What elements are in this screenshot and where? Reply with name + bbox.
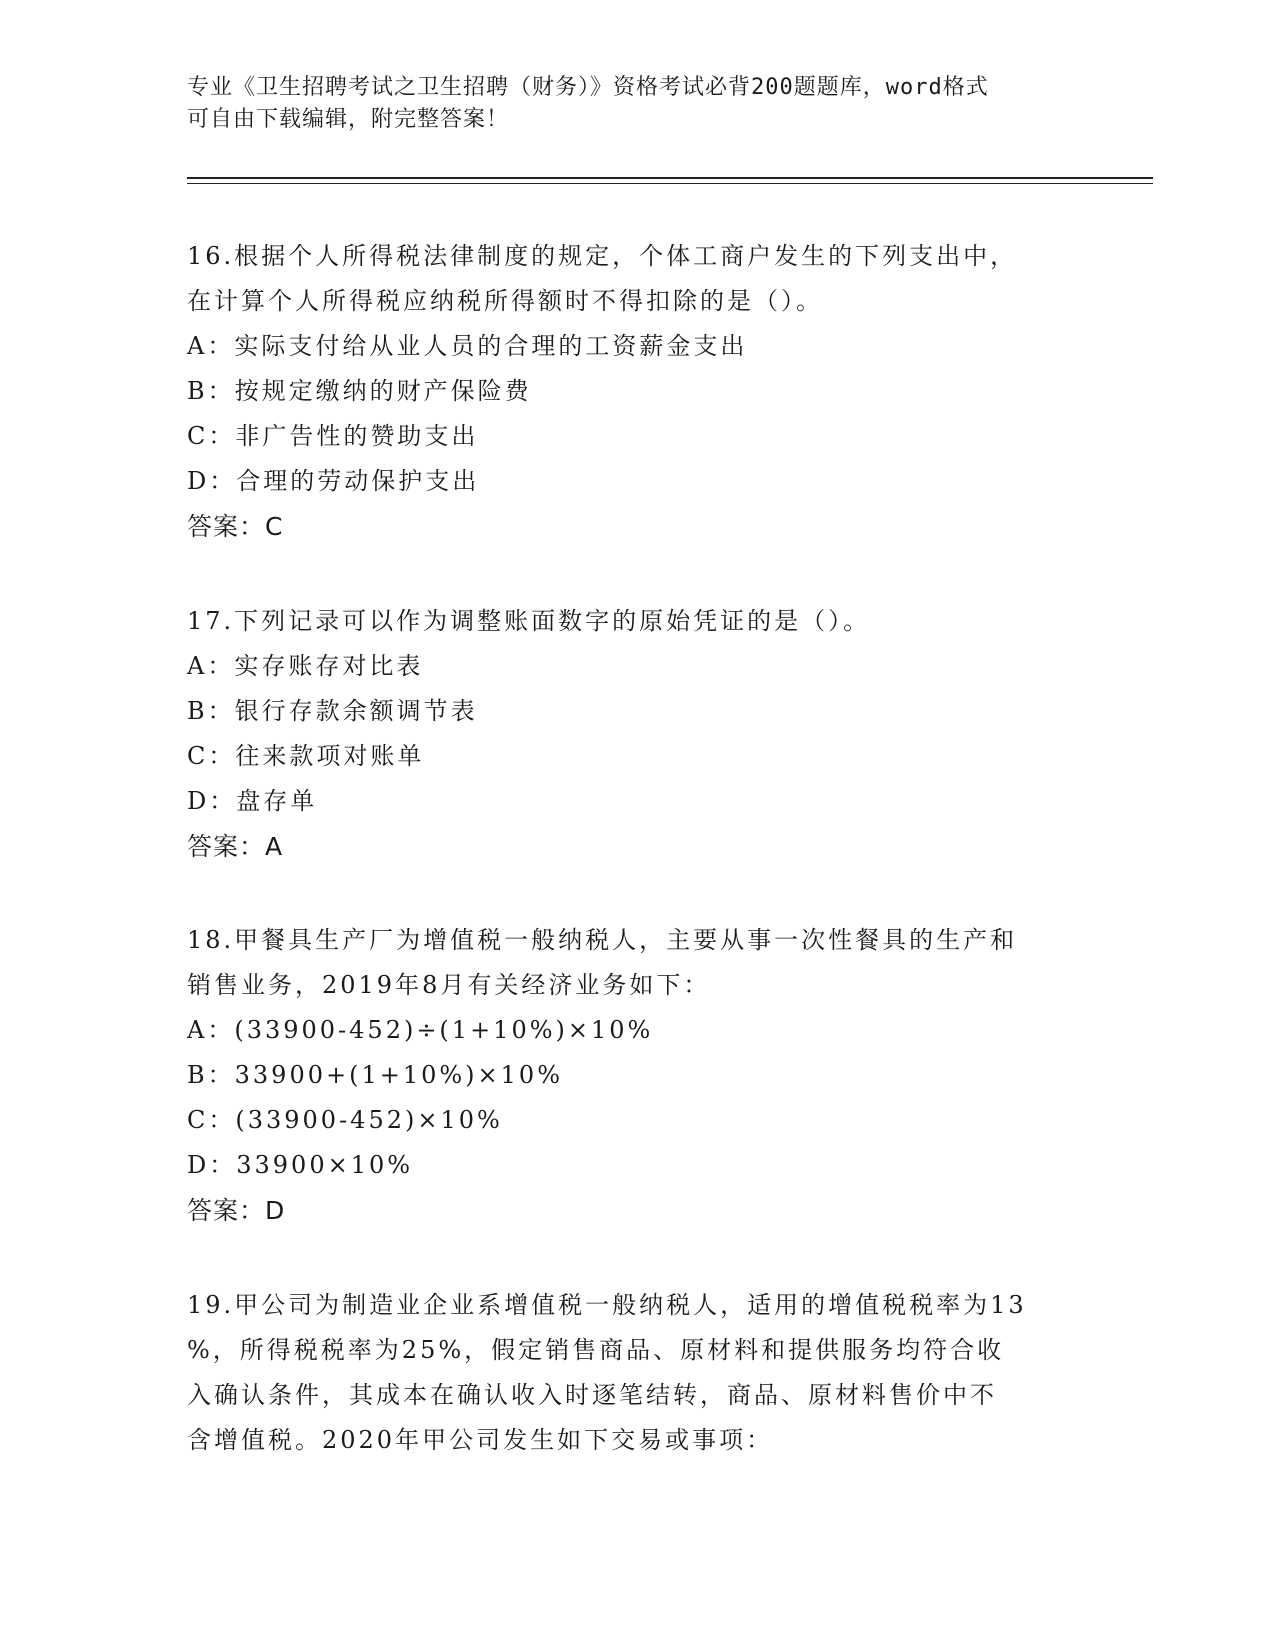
question-stem-line: 16.根据个人所得税法律制度的规定，个体工商户发生的下列支出中， [187, 242, 1018, 270]
option-a: A：实际支付给从业人员的合理的工资薪金支出 [187, 332, 748, 360]
question-16 [187, 234, 1087, 549]
option-d: D：合理的劳动保护支出 [187, 467, 480, 495]
header-divider-thin [187, 183, 1153, 184]
header-divider-thick [187, 177, 1153, 179]
question-stem-line: 含增值税。2020年甲公司发生如下交易或事项： [187, 1426, 774, 1454]
option-b: B：银行存款余额调节表 [187, 697, 478, 725]
option-c: C：(33900-452)×10% [187, 1106, 503, 1134]
option-b: B：按规定缴纳的财产保险费 [187, 377, 532, 405]
option-a: A：实存账存对比表 [187, 652, 424, 680]
question-stem-line: 18.甲餐具生产厂为增值税一般纳税人，主要从事一次性餐具的生产和 [187, 926, 1018, 954]
document-header [187, 72, 1087, 136]
question-stem-line: 销售业务，2019年8月有关经济业务如下： [187, 971, 711, 999]
question-18 [187, 918, 1087, 1233]
header-line-1: 专业《卫生招聘考试之卫生招聘（财务）》资格考试必背200题题库，word格式 [187, 75, 989, 100]
option-c: C：非广告性的赞助支出 [187, 422, 479, 450]
option-d: D：盘存单 [187, 787, 318, 815]
question-19 [187, 1283, 1087, 1463]
answer-line: 答案：A [187, 832, 284, 861]
header-line-2: 可自由下载编辑，附完整答案！ [187, 107, 510, 132]
question-stem-line: 在计算个人所得税应纳税所得额时不得扣除的是（）。 [187, 287, 823, 315]
answer-line: 答案：D [187, 1196, 286, 1225]
option-d: D：33900×10% [187, 1151, 414, 1179]
question-17 [187, 599, 1087, 869]
option-c: C：往来款项对账单 [187, 742, 425, 770]
option-a: A：(33900-452)÷(1+10%)×10% [187, 1016, 654, 1044]
answer-line: 答案：C [187, 512, 284, 541]
question-stem-line: 17.下列记录可以作为调整账面数字的原始凭证的是（）。 [187, 607, 871, 635]
question-stem-line: 19.甲公司为制造业企业系增值税一般纳税人，适用的增值税税率为13 [187, 1291, 1027, 1319]
option-b: B：33900+(1+10%)×10% [187, 1061, 563, 1089]
question-stem-line: %，所得税税率为25%，假定销售商品、原材料和提供服务均符合收 [187, 1336, 1005, 1364]
question-stem-line: 入确认条件，其成本在确认收入时逐笔结转，商品、原材料售价中不 [187, 1381, 997, 1409]
